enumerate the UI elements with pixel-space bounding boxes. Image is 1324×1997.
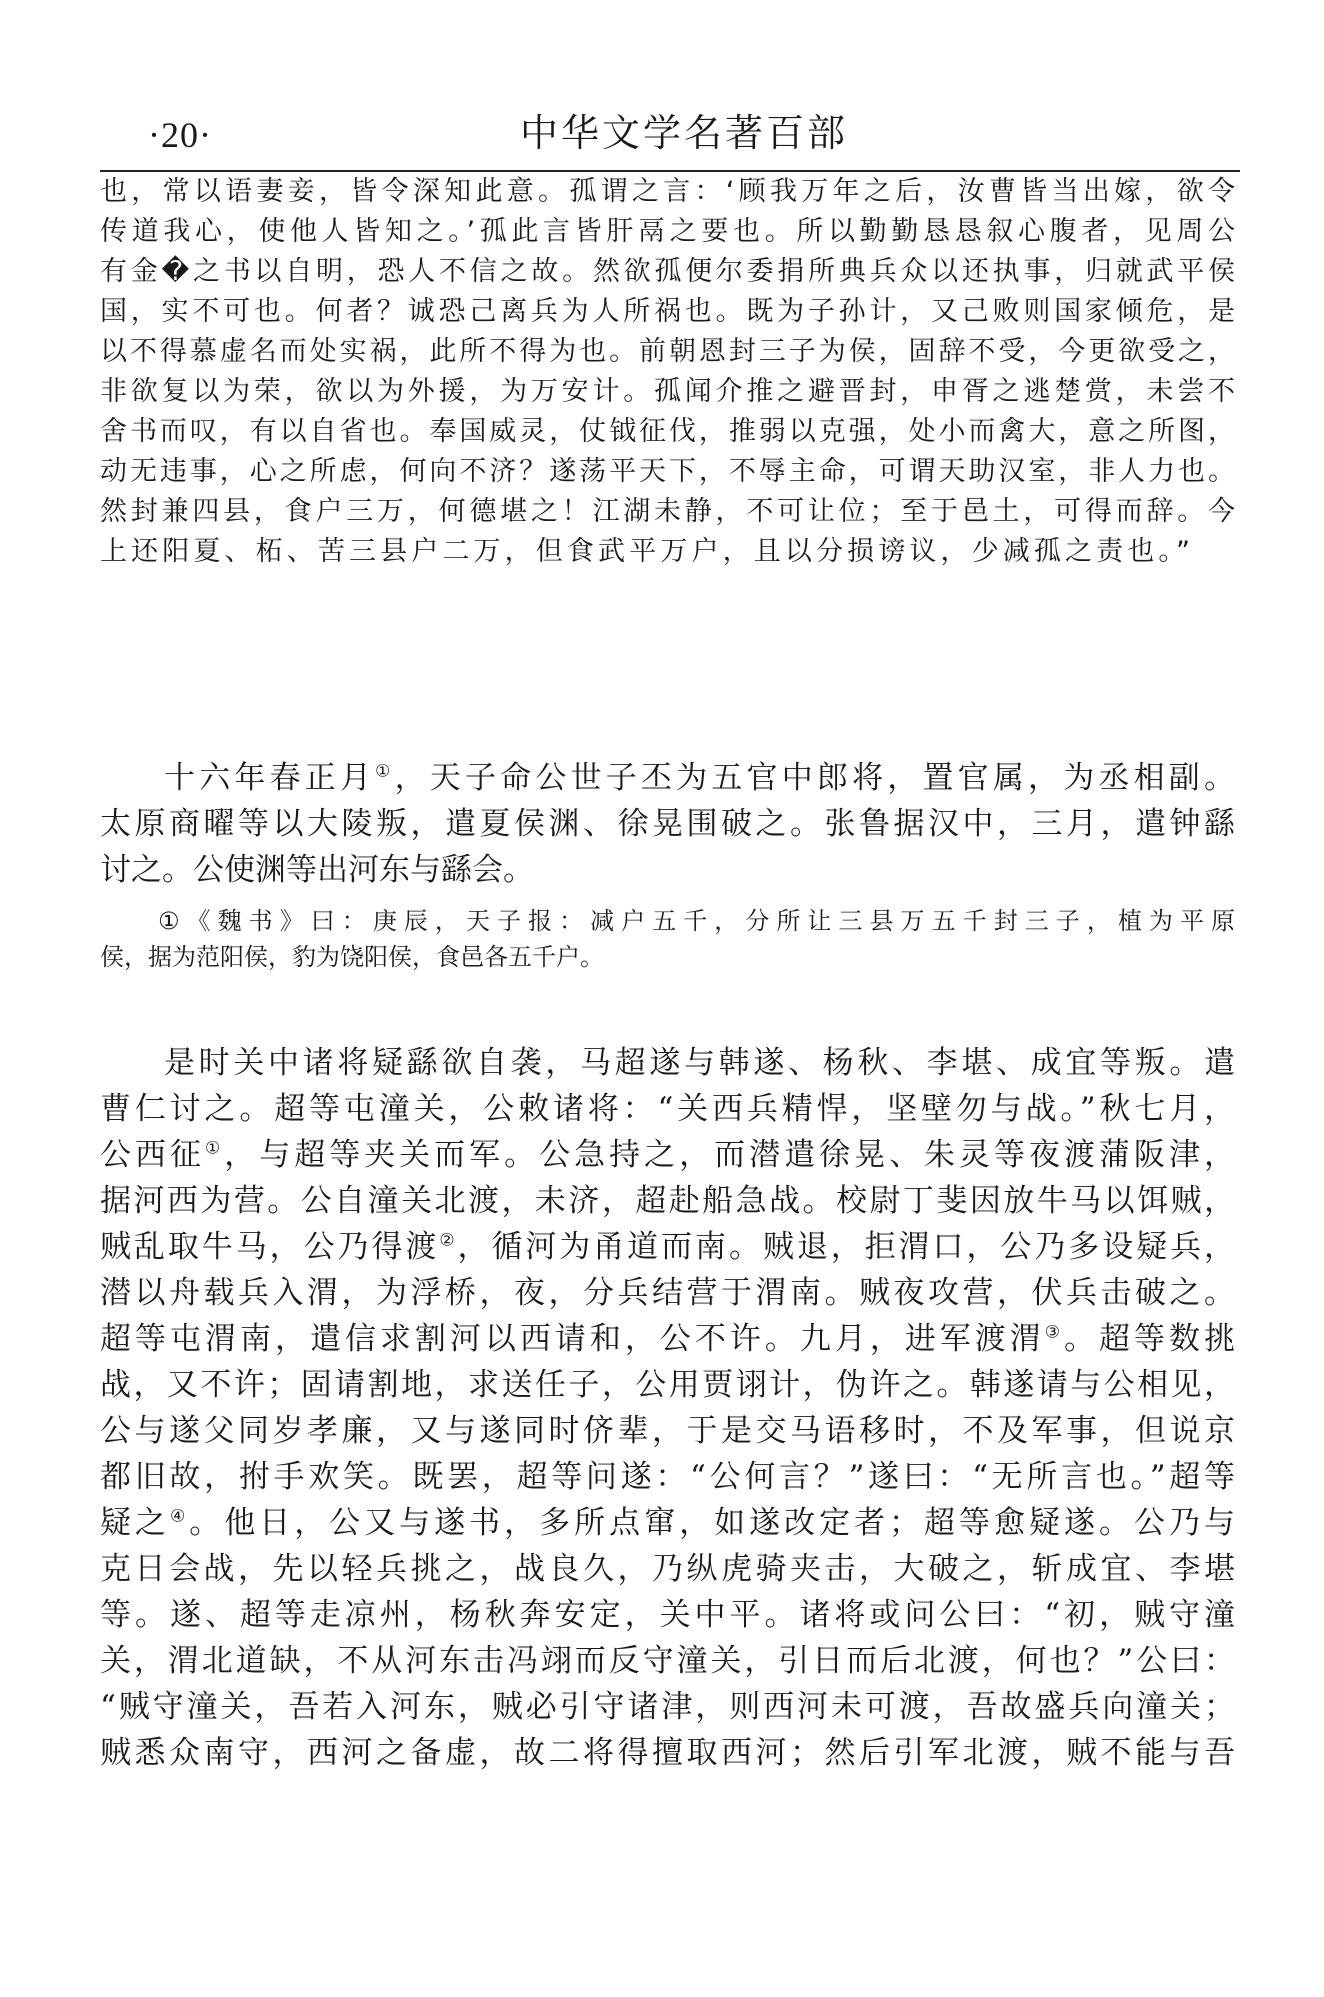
quote-line: 也，常以语妻妾，皆令深知此意。孤谓之言：‘顾我万年之后，汝曹皆当出嫁，欲令: [100, 176, 1235, 207]
footnote-marker: ①: [375, 761, 395, 782]
paragraph-line: [100, 1132, 1235, 1178]
quote-line: 动无违事，心之所虑，何向不济？遂荡平天下，不辱主命，可谓天助汉室，非人力也。: [100, 456, 1235, 487]
paragraph-line: “贼守潼关，吾若入河东，贼必引守诸津，则西河未可渡，吾故盛兵向潼关；: [100, 1689, 1235, 1725]
text-run: ，天子命公世子丕为五官中郎将，置官属，为丞相副。: [394, 760, 1235, 796]
quote-line: 上还阳夏、柘、苦三县户二万，但食武平万户，且以分损谤议，少减孤之责也。”: [100, 536, 1190, 567]
quote-line: 然封兼四县，食户三万，何德堪之！江湖未静，不可让位；至于邑土，可得而辞。今: [100, 496, 1235, 527]
text-run: 。超等数挑: [1064, 1321, 1235, 1357]
quote-line: 以不得慕虚名而处实祸，此所不得为也。前朝恩封三子为侯，固辞不受，今更欲受之，: [100, 336, 1235, 367]
paragraph-line: 战，又不许；固请割地，求送任子，公用贾诩计，伪许之。韩遂请与公相见，: [100, 1367, 1235, 1403]
paragraph-line: 太原商曜等以大陵叛，遣夏侯渊、徐晃围破之。张鲁据汉中，三月，遣钟繇: [100, 806, 1235, 842]
paragraph-line: [164, 755, 1235, 801]
text-run: 。他日，公又与遂书，多所点窜，如遂改定者；超等愈疑遂。公乃与: [189, 1505, 1235, 1541]
paragraph-line: [100, 1224, 1235, 1270]
paragraph-line: 克日会战，先以轻兵挑之，战良久，乃纵虎骑夹击，大破之，斩成宜、李堪: [100, 1551, 1235, 1587]
text-run: ，与超等夹关而军。公急持之，而潜遣徐晃、朱灵等夜渡蒲阪津，: [224, 1137, 1235, 1173]
paragraph-line: 是时关中诸将疑繇欲自袭，马超遂与韩遂、杨秋、李堪、成宜等叛。遣: [164, 1045, 1235, 1081]
paragraph-line: 据河西为营。公自潼关北渡，未济，超赴船急战。校尉丁斐因放牛马以饵贼，: [100, 1183, 1235, 1219]
quote-line: 有金�之书以自明，恐人不信之故。然欲孤便尔委捐所典兵众以还执事，归就武平侯: [100, 256, 1235, 287]
text-run: 贼乱取牛马，公乃得渡: [100, 1229, 440, 1265]
text-run: 疑之: [100, 1505, 170, 1541]
paragraph-line: [100, 1316, 1235, 1362]
footnote-marker: ③: [1044, 1322, 1065, 1343]
paragraph-line: 都旧故，拊手欢笑。既罢，超等问遂：“公何言？”遂曰：“无所言也。”超等: [100, 1459, 1235, 1495]
footnote-marker: ②: [439, 1230, 458, 1251]
text-run: 十六年春正月: [164, 760, 376, 796]
paragraph-line: 公与遂父同岁孝廉，又与遂同时侪辈，于是交马语移时，不及军事，但说京: [100, 1413, 1235, 1449]
text-run: 超等屯渭南，遣信求割河以西请和，公不许。九月，进军渡渭: [100, 1321, 1045, 1357]
paragraph-line: 关，渭北道缺，不从河东击冯翊而反守潼关，引日而后北渡，何也？”公曰：: [100, 1643, 1235, 1679]
footnote-line: 侯，据为范阳侯，豹为饶阳侯，食邑各五千户。: [100, 943, 604, 971]
text-run: 公西征: [100, 1137, 205, 1173]
paragraph-line: 等。遂、超等走凉州，杨秋奔安定，关中平。诸将或问公曰：“初，贼守潼: [100, 1597, 1235, 1633]
quote-line: 非欲复以为荣，欲以为外援，为万安计。孤闻介推之避晋封，申胥之逃楚赏，未尝不: [100, 376, 1235, 407]
footnote-marker: ④: [169, 1506, 190, 1527]
paragraph-line: 曹仁讨之。超等屯潼关，公敕诸将：“关西兵精悍，坚壁勿与战。”秋七月，: [100, 1091, 1235, 1127]
running-title: 中华文学名著百部: [520, 111, 849, 155]
paragraph-line: 讨之。公使渊等出河东与繇会。: [100, 852, 534, 888]
text-run: ，循河为甬道而南。贼退，拒渭口，公乃多设疑兵，: [457, 1229, 1236, 1265]
quote-line: 舍书而叹，有以自省也。奉国威灵，仗钺征伐，推弱以克强，处小而禽大，意之所图，: [100, 416, 1235, 447]
footnote-marker: ①: [204, 1138, 225, 1159]
paragraph-line: [100, 1500, 1235, 1546]
footnote-line: ①《魏书》曰：庚辰，天子报：减户五千，分所让三县万五千封三子，植为平原: [158, 907, 1235, 935]
page-number: ·20·: [148, 115, 212, 155]
paragraph-line: 贼悉众南守，西河之备虚，故二将得擅取西河；然后引军北渡，贼不能与吾: [100, 1735, 1235, 1771]
quote-line: 国，实不可也。何者？诚恐己离兵为人所祸也。既为子孙计，又己败则国家倾危，是: [100, 296, 1235, 327]
quote-line: 传道我心，使他人皆知之。’孤此言皆肝鬲之要也。所以勤勤恳恳叙心腹者，见周公: [100, 216, 1235, 247]
page-header: [100, 105, 1235, 165]
paragraph-line: 潜以舟载兵入渭，为浮桥，夜，分兵结营于渭南。贼夜攻营，伏兵击破之。: [100, 1275, 1235, 1311]
